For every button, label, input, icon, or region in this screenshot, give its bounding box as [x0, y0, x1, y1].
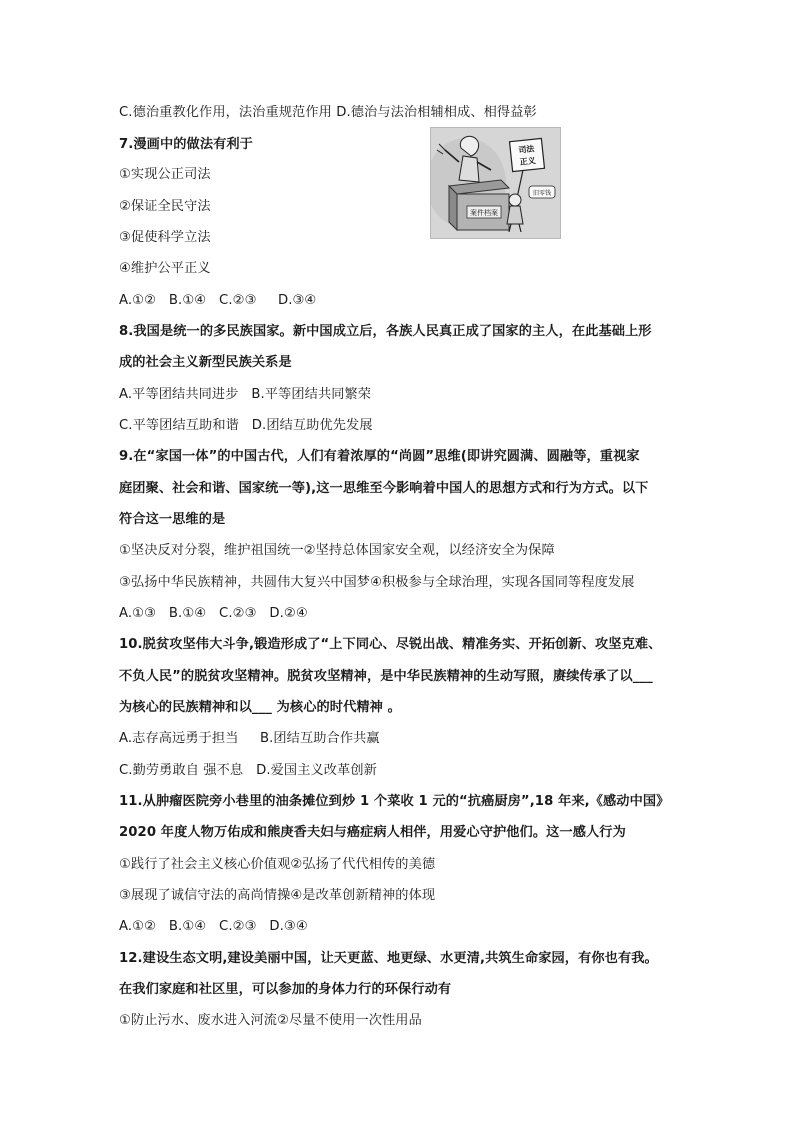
answer-choices: A.①② B.①④ C.②③ D.③④: [119, 919, 308, 934]
answer-choices: C.平等团结互助和谐 D.团结互助优先发展: [119, 418, 373, 433]
answer-choices: C.勤劳勇敢自 强不息 D.爱国主义改革创新: [119, 763, 377, 778]
option-line: ①坚决反对分裂，维护祖国统一②坚持总体国家安全观，以经济安全为保障: [119, 543, 555, 558]
cartoon-image: [430, 127, 561, 239]
question-11: 11.从肿瘤医院旁小巷里的油条摊位到炒 1 个菜收 1 元的“抗癌厨房”,18 年来,《感动中国》: [119, 794, 670, 809]
text-line: 庭团聚、社会和谐、国家统一等),这一思维至今影响着中国人的思想方式和行为方式。以下: [119, 481, 649, 496]
archive-box-icon: [449, 180, 509, 230]
option-line: ③展现了诚信守法的高尚情操④是改革创新精神的体现: [119, 888, 436, 903]
box-label: 案件档案: [470, 209, 498, 217]
text-line: 成的社会主义新型民族关系是: [119, 355, 292, 370]
svg-text:司法: 司法: [517, 144, 535, 155]
option-line: ②保证全民守法: [119, 199, 211, 214]
option-line: ①实现公正司法: [119, 167, 211, 182]
answer-choices: A.平等团结共同进步 B.平等团结共同繁荣: [119, 387, 372, 402]
answer-choices: A.①③ B.①④ C.②③ D.②④: [119, 606, 308, 621]
question-10: 10.脱贫攻坚伟大斗争,锻造形成了“上下同心、尽锐出战、精准务实、开拓创新、攻坚克难、: [119, 637, 662, 652]
question-12: 12.建设生态文明,建设美丽中国，让天更蓝、地更绿、水更清,共筑生命家园，有你也有我。: [119, 951, 658, 966]
text-line: 2020 年度人物万佑成和熊庚香夫妇与癌症病人相伴，用爱心守护他们。这一感人行为: [119, 825, 626, 840]
option-line: ③弘扬中华民族精神，共圆伟大复兴中国梦④积极参与全球治理，实现各国同等程度发展: [119, 575, 635, 590]
option-line: ③促使科学立法: [119, 230, 211, 245]
question-8: 8.我国是统一的多民族国家。新中国成立后，各族人民真正成了国家的主人，在此基础上形: [119, 324, 652, 339]
text-line: C.德治重教化作用，法治重规范作用 D.德治与法治相辅相成、相得益彰: [119, 105, 537, 120]
option-line: ①践行了社会主义核心价值观②弘扬了代代相传的美德: [119, 857, 436, 872]
option-line: ①防止污水、废水进入河流②尽量不使用一次性用品: [119, 1013, 422, 1028]
svg-text:正义: 正义: [519, 156, 537, 167]
svg-text:旧零钱: 旧零钱: [532, 190, 552, 197]
text-line: 不负人民”的脱贫攻坚精神。脱贫攻坚精神，是中华民族精神的生动写照，赓续传承了以___: [119, 669, 653, 684]
text-line: 符合这一思维的是: [119, 512, 226, 527]
text-line: 在我们家庭和社区里，可以参加的身体力行的环保行动有: [119, 982, 452, 997]
text-line: 为核心的民族精神和以___ 为核心的时代精神 。: [119, 700, 401, 715]
answer-choices: A.①② B.①④ C.②③ D.③④: [119, 293, 317, 308]
option-line: ④维护公平正义: [119, 261, 211, 276]
question-7: 7.漫画中的做法有利于: [119, 137, 253, 152]
answer-choices: A.志存高远勇于担当 B.团结互助合作共赢: [119, 731, 380, 746]
speech-bubble: [529, 186, 555, 198]
question-9: 9.在“家国一体”的中国古代，人们有着浓厚的“尚圆”思维(即讲究圆满、圆融等，重视家: [119, 449, 640, 464]
